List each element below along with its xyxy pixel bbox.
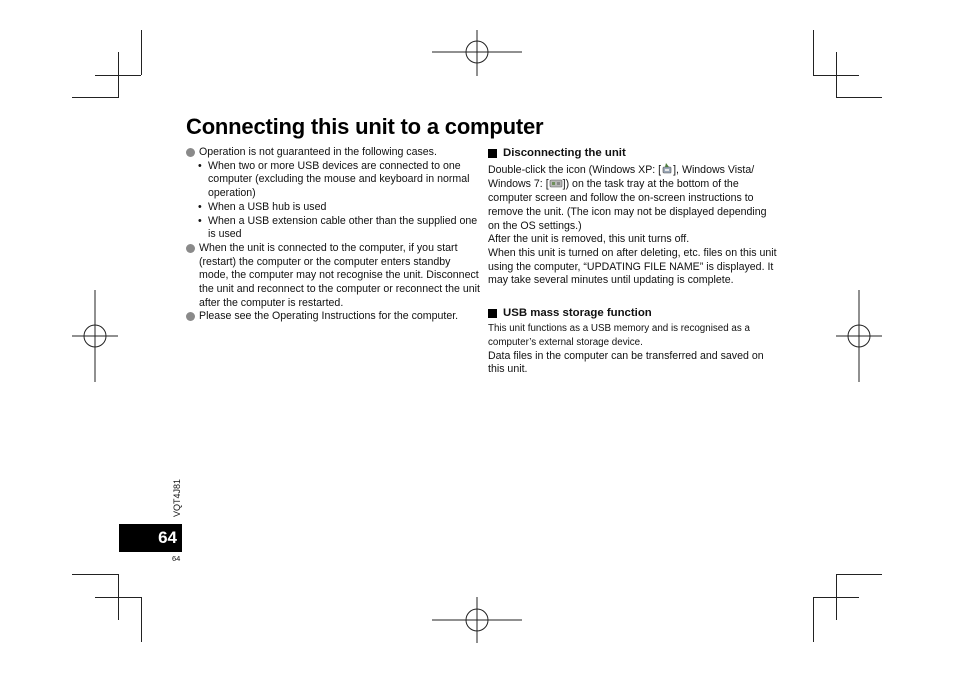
sub-list-item: • When a USB hub is used	[198, 200, 327, 213]
heading-square-icon	[488, 149, 497, 158]
registration-mark-top	[432, 30, 524, 76]
bullet-icon	[186, 148, 195, 157]
crop-mark	[836, 97, 882, 98]
crop-mark	[141, 597, 142, 642]
page-number-small: 64	[172, 554, 181, 563]
usb-paragraph: Data files in the computer can be transferred and saved on this unit.	[488, 349, 764, 376]
registration-mark-left	[72, 290, 118, 382]
sub-list-item: • When a USB extension cable other than the supplied one is used	[198, 214, 478, 241]
crop-mark	[836, 574, 882, 575]
page-number-box: 64	[119, 524, 182, 552]
crop-mark	[813, 597, 814, 642]
disconnect-paragraph: Double-click the icon (Windows XP: [ ], Windows Vista/ Windows 7: [ ]) on the task tray at the bottom of the computer screen and follow the on-screen instructions to remove the unit. (The icon may not be displayed depending on the OS settings.)	[488, 163, 767, 232]
disconnect-paragraph: When this unit is turned on after deleting, etc. files on this unit using the computer, “UPDATING FILE NAME” is displayed. It may take several minutes until updating is complete.	[488, 246, 777, 287]
crop-mark	[813, 30, 814, 75]
crop-mark	[118, 52, 119, 98]
crop-mark	[836, 52, 837, 98]
bullet-icon	[186, 244, 195, 253]
document-code: VQT4J81	[172, 478, 182, 518]
crop-mark	[72, 97, 118, 98]
disconnect-paragraph: After the unit is removed, this unit turns off.	[488, 233, 690, 246]
crop-mark	[141, 30, 142, 75]
safely-remove-hardware-vista-icon	[549, 177, 563, 189]
crop-mark	[813, 597, 859, 598]
crop-mark	[95, 597, 141, 598]
bullet-icon	[186, 312, 195, 321]
sub-list-item: • When two or more USB devices are connected to one computer (excluding the mouse and keyboard in normal operation)	[198, 159, 470, 200]
page-title: Connecting this unit to a computer	[186, 114, 544, 139]
left-column	[186, 146, 481, 324]
safely-remove-hardware-xp-icon	[661, 162, 673, 175]
registration-mark-right	[836, 290, 882, 382]
list-item: Operation is not guaranteed in the following cases.	[186, 146, 481, 160]
heading-square-icon	[488, 309, 497, 318]
crop-mark	[72, 574, 118, 575]
section-heading-disconnect: Disconnecting the unit	[488, 147, 778, 161]
list-item: When the unit is connected to the computer, if you start (restart) the computer or the computer enters standby mode, the computer may not recognise the unit. Disconnect the unit and reconnect to the computer or reconnect the unit after the computer is restarted.	[186, 242, 481, 311]
right-column	[488, 147, 778, 377]
registration-mark-bottom	[432, 597, 524, 643]
list-item: Please see the Operating Instructions for the computer.	[186, 310, 481, 324]
usb-paragraph: This unit functions as a USB memory and is recognised as a computer’s external storage device.	[488, 322, 750, 348]
section-heading-usb: USB mass storage function	[488, 307, 778, 321]
